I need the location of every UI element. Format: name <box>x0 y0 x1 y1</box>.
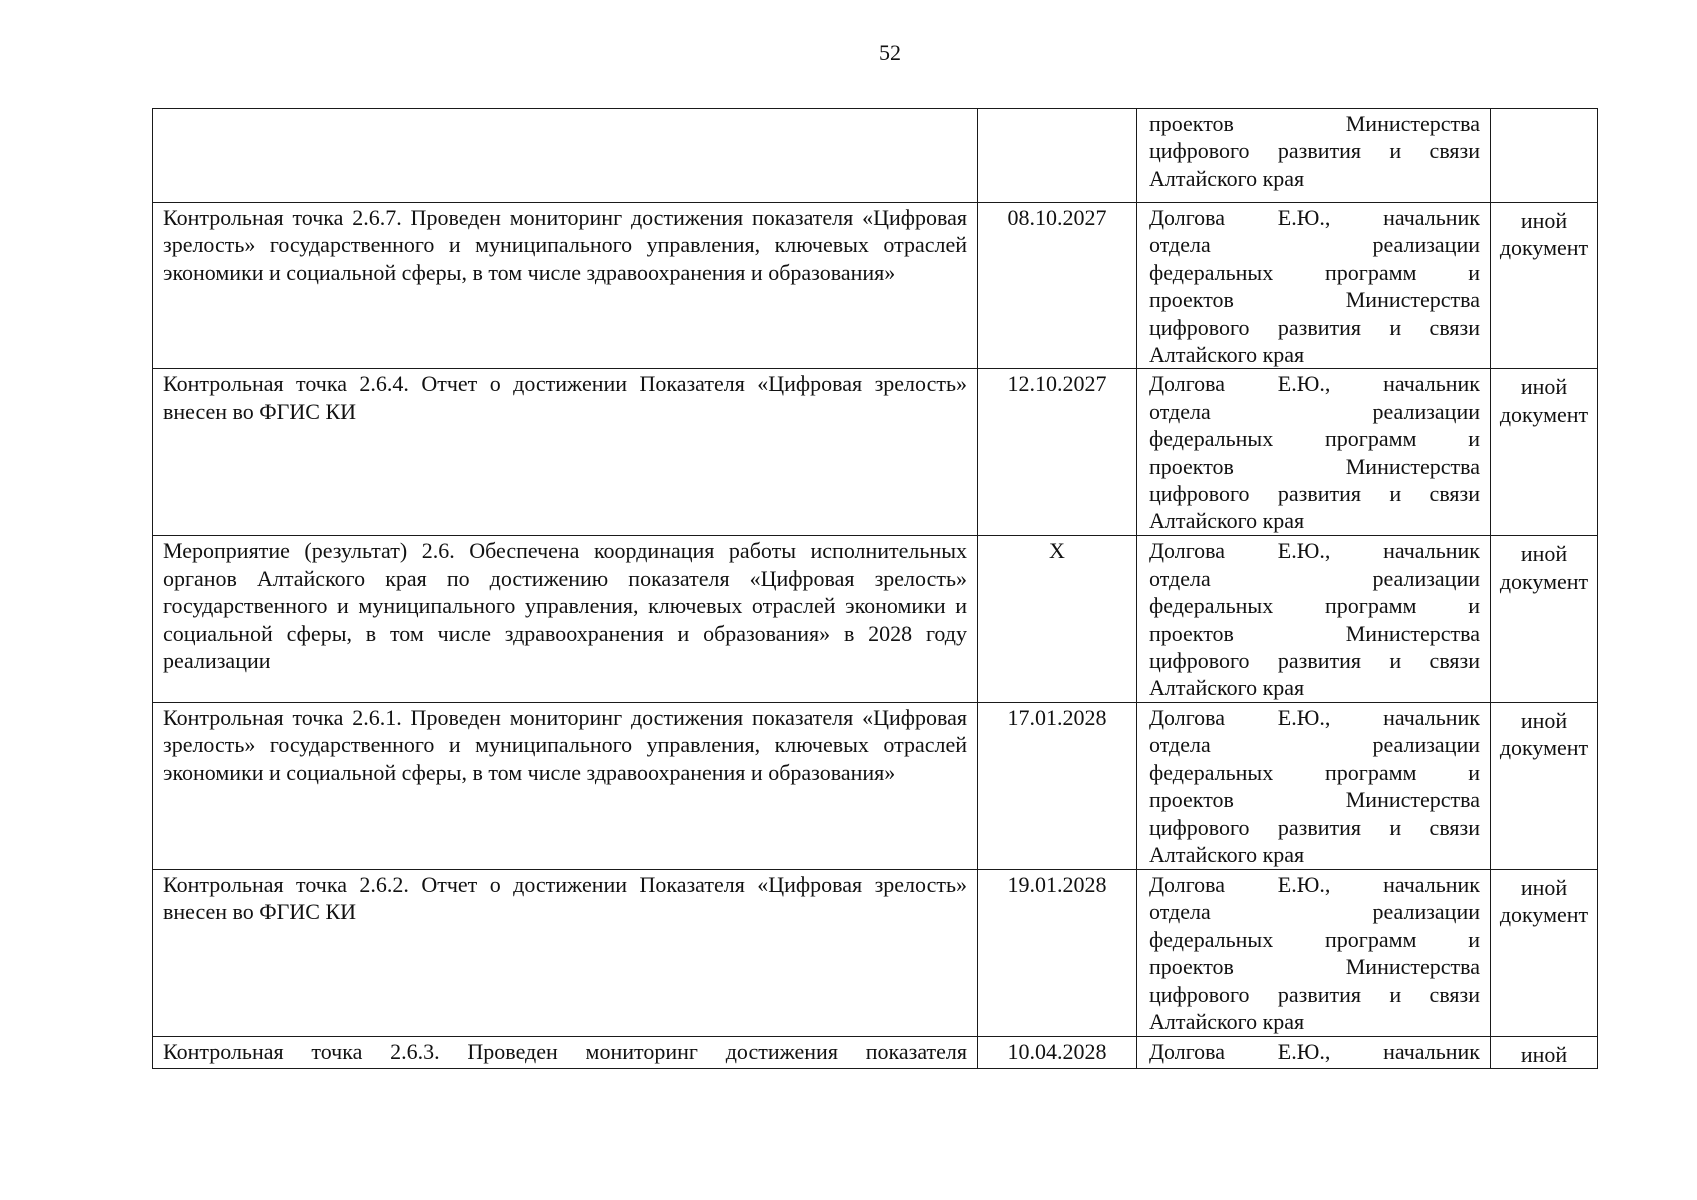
date-cell: 19.01.2028 <box>978 869 1137 1036</box>
responsible-line: Алтайского края <box>1149 1008 1305 1034</box>
responsible-line: федеральных программ и <box>1149 426 1480 452</box>
date-cell: 10.04.2028 <box>978 1036 1137 1068</box>
description-cell: Контрольная точка 2.6.1. Проведен мониторинг достижения показателя «Цифровая зрелость» государственного и муниципального управления, ключевых отраслей экономики и социальной сферы, в том числе здравоохранения и образования» <box>153 702 978 869</box>
table-row <box>153 702 1598 869</box>
document-type-cell: иной документ <box>1491 869 1598 1036</box>
table-row <box>153 109 1598 203</box>
description-cell: Контрольная точка 2.6.3. Проведен мониторинг достижения показателя <box>153 1036 978 1068</box>
responsible-line: проектов Министерства <box>1149 954 1480 980</box>
responsible-line: отдела реализации <box>1149 565 1480 591</box>
responsible-line: Алтайского края <box>1149 508 1305 534</box>
description-cell: Контрольная точка 2.6.7. Проведен мониторинг достижения показателя «Цифровая зрелость» государственного и муниципального управления, ключевых отраслей экономики и социальной сферы, в том числе здравоохранения и образования» <box>153 203 978 369</box>
table-row <box>153 203 1598 369</box>
responsible-line: Долгова Е.Ю., начальник <box>1149 871 1480 897</box>
document-type-cell: иной документ <box>1491 369 1598 536</box>
table-row <box>153 536 1598 702</box>
responsible-line: Алтайского края <box>1149 841 1305 867</box>
responsible-line: Долгова Е.Ю., начальник <box>1149 704 1480 730</box>
responsible-line: федеральных программ и <box>1149 759 1480 785</box>
responsible-line: федеральных программ и <box>1149 926 1480 952</box>
date-cell <box>978 109 1137 203</box>
document-type-cell: иной документ <box>1491 536 1598 702</box>
responsible-line: Долгова Е.Ю., начальник <box>1149 1038 1480 1064</box>
responsible-cell <box>1137 536 1491 702</box>
date-cell: 17.01.2028 <box>978 702 1137 869</box>
responsible-line: Алтайского края <box>1149 342 1305 368</box>
responsible-line: проектов Министерства <box>1149 620 1480 646</box>
responsible-line: отдела реализации <box>1149 899 1480 925</box>
document-type-cell: иной <box>1491 1036 1598 1068</box>
description-cell: Контрольная точка 2.6.2. Отчет о достижении Показателя «Цифровая зрелость» внесен во ФГИС КИ <box>153 869 978 1036</box>
responsible-line: цифрового развития и связи <box>1149 814 1480 840</box>
date-cell: 12.10.2027 <box>978 369 1137 536</box>
responsible-cell <box>1137 109 1491 203</box>
responsible-cell <box>1137 1036 1491 1068</box>
responsible-cell <box>1137 203 1491 369</box>
control-points-table <box>152 108 1598 1069</box>
date-cell: X <box>978 536 1137 702</box>
responsible-line: федеральных программ и <box>1149 259 1480 285</box>
responsible-cell <box>1137 869 1491 1036</box>
responsible-cell <box>1137 369 1491 536</box>
responsible-line: отдела реализации <box>1149 232 1480 258</box>
table-row <box>153 1036 1598 1068</box>
responsible-line: Долгова Е.Ю., начальник <box>1149 538 1480 564</box>
responsible-line: отдела реализации <box>1149 732 1480 758</box>
responsible-cell <box>1137 702 1491 869</box>
document-type-cell: иной документ <box>1491 702 1598 869</box>
responsible-line: цифрового развития и связи <box>1149 981 1480 1007</box>
responsible-line: проектов Министерства <box>1149 453 1480 479</box>
responsible-line: цифрового развития и связи <box>1149 481 1480 507</box>
responsible-line: Алтайского края <box>1149 165 1305 191</box>
responsible-line: федеральных программ и <box>1149 593 1480 619</box>
responsible-line: проектов Министерства <box>1149 111 1480 136</box>
page-number: 52 <box>879 40 901 65</box>
description-cell: Мероприятие (результат) 2.6. Обеспечена координация работы исполнительных органов Алтайского края по достижению показателя «Цифровая зрелость» государственного и муниципального управления, ключевых отраслей экономики и социальной сферы, в том числе здравоохранения и образования» в 2028 году реализации <box>153 536 978 702</box>
responsible-line: Долгова Е.Ю., начальник <box>1149 371 1480 397</box>
description-cell: Контрольная точка 2.6.4. Отчет о достижении Показателя «Цифровая зрелость» внесен во ФГИС КИ <box>153 369 978 536</box>
responsible-line: проектов Министерства <box>1149 787 1480 813</box>
description-cell <box>153 109 978 203</box>
responsible-line: Алтайского края <box>1149 675 1305 701</box>
document-type-cell <box>1491 109 1598 203</box>
table-row <box>153 369 1598 536</box>
document-type-cell: иной документ <box>1491 203 1598 369</box>
responsible-line: Долгова Е.Ю., начальник <box>1149 205 1480 230</box>
responsible-line: цифрового развития и связи <box>1149 648 1480 674</box>
date-cell: 08.10.2027 <box>978 203 1137 369</box>
responsible-line: проектов Министерства <box>1149 287 1480 313</box>
responsible-line: отдела реализации <box>1149 398 1480 424</box>
responsible-line: цифрового развития и связи <box>1149 314 1480 340</box>
table-body <box>153 109 1598 1069</box>
table-row <box>153 869 1598 1036</box>
responsible-line: цифрового развития и связи <box>1149 138 1480 164</box>
